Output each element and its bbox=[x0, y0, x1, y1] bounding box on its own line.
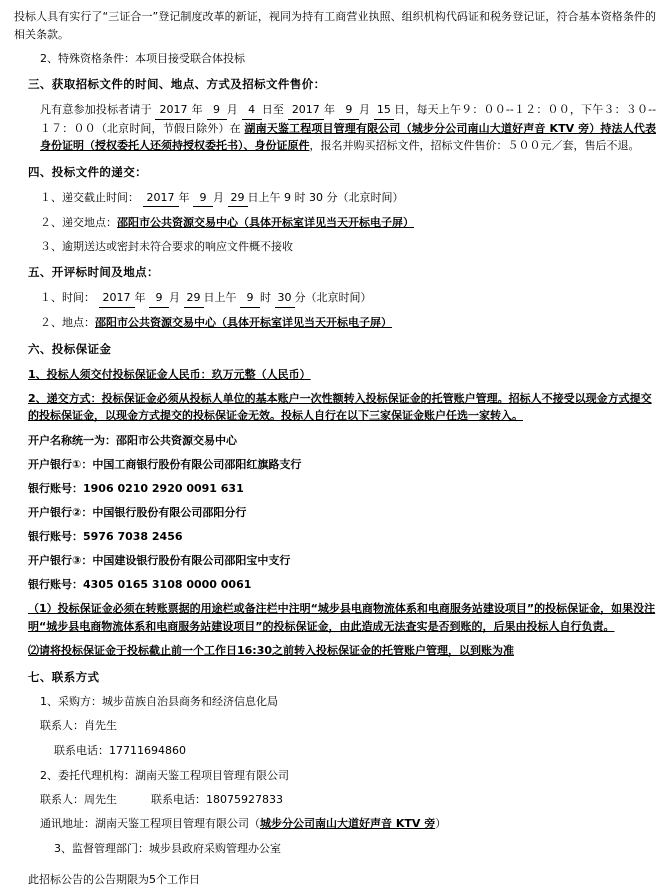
section-3-paragraph bbox=[14, 101, 656, 155]
bid-opening-time-line bbox=[14, 289, 656, 308]
deposit-method-line: 2、递交方式：投标保证金必须从投标人单位的基本账户一次性额转入投标保证金的托管账户管理。招标人不接受以现金方式提交的投标保证金，以现金方式提交的投标保证金无效。投标人自行在以下三家保证金账户任选一家转入。 bbox=[28, 391, 652, 423]
bank-2-line bbox=[14, 504, 656, 522]
start-day-unit: 日至 bbox=[261, 103, 285, 117]
submission-month-value: 9 bbox=[193, 189, 213, 208]
bank-1-account-value: 1906 0210 2920 0091 631 bbox=[83, 481, 244, 495]
section-5-heading: 五、开评标时间及地点： bbox=[28, 265, 159, 280]
opening-day-value: 29 bbox=[184, 289, 204, 308]
submission-location-label: ２、递交地点： bbox=[40, 215, 117, 229]
bank-2-account-line bbox=[14, 528, 656, 546]
submission-deadline-label: １、递交截止时间： bbox=[40, 190, 139, 204]
purchase-location-text: 湖南天鉴工程项目管理有限公司（城步分公司南山大道好声音 KTV 旁）持法人代表身份证明（授权委托人还须持授权委托书）、身份证原件 bbox=[40, 121, 656, 153]
intro-item-text: 特殊资格条件：本项目接受联合体投标 bbox=[58, 51, 245, 65]
opening-day-unit: 日上午 bbox=[203, 291, 237, 305]
purchaser-contact-line bbox=[14, 717, 656, 735]
opening-year-unit: 年 bbox=[134, 291, 146, 305]
bank-1-label: 开户银行①： bbox=[28, 457, 93, 471]
bank-3-account-line bbox=[14, 576, 656, 594]
submission-day-unit: 日上午 9 时 30 分（北京时间） bbox=[247, 190, 404, 204]
bid-opening-time-label: １、时间： bbox=[40, 291, 95, 305]
bank-1-account-label: 银行账号： bbox=[28, 481, 83, 495]
bank-2-label: 开户银行②： bbox=[28, 505, 93, 519]
announcement-period-note: 此招标公告的公告期限为5个工作日 bbox=[28, 873, 200, 887]
agency-phone-label: 联系电话： bbox=[151, 792, 206, 806]
opening-month-value: 9 bbox=[149, 289, 169, 308]
purchaser-contact-name: 肖先生 bbox=[84, 719, 117, 733]
supervisor-line bbox=[14, 840, 656, 858]
opening-year-value: 2017 bbox=[99, 289, 135, 308]
submission-year-unit: 年 bbox=[178, 190, 190, 204]
agency-line: 2、委托代理机构：湖南天鉴工程项目管理有限公司 bbox=[40, 768, 289, 782]
end-year-unit: 年 bbox=[323, 103, 336, 117]
end-year-value: 2017 bbox=[288, 101, 324, 120]
opening-month-unit: 月 bbox=[169, 291, 180, 305]
purchaser-line: 1、采购方：城步苗族自治县商务和经济信息化局 bbox=[40, 695, 278, 709]
supervisor-text: 监督管理部门：城步县政府采购管理办公室 bbox=[72, 841, 281, 855]
submission-location-value: 邵阳市公共资源交易中心（具体开标室详见当天开标电子屏） bbox=[117, 215, 414, 229]
agency-address-value: 城步分公司南山大道好声音 KTV 旁 bbox=[260, 817, 436, 831]
bank-1-line bbox=[14, 456, 656, 474]
purchaser-contact-label: 联系人： bbox=[40, 719, 84, 733]
submission-location-line bbox=[14, 214, 656, 232]
start-month-unit: 月 bbox=[226, 103, 238, 117]
start-year-unit: 年 bbox=[191, 103, 203, 117]
bank-3-account-label: 银行账号： bbox=[28, 578, 83, 592]
bid-opening-location-value: 邵阳市公共资源交易中心（具体开标室详见当天开标电子屏） bbox=[95, 316, 392, 330]
deposit-account-name-line: 开户名称统一为：邵阳市公共资源交易中心 bbox=[28, 433, 237, 447]
purchase-price-text: ，报名并购买招标文件，招标文件售价：５００元／套，售后不退。 bbox=[309, 139, 640, 153]
agency-address-end: ） bbox=[435, 817, 447, 831]
bank-3-account-value: 4305 0165 3108 0000 0061 bbox=[83, 578, 252, 592]
intro-item-number: 2、 bbox=[40, 51, 58, 65]
bid-opening-location-line bbox=[14, 314, 656, 332]
supervisor-number: 3、 bbox=[54, 841, 72, 855]
deposit-note-2: ⑵请将投标保证金于投标截止前一个工作日16:30之前转入投标保证金的托管账户管理，以到账为准 bbox=[28, 643, 515, 657]
submission-year-value: 2017 bbox=[143, 189, 179, 208]
end-month-value: 9 bbox=[339, 101, 359, 120]
end-day-value: 15 bbox=[374, 101, 394, 120]
agency-address-label: 通讯地址：湖南天鉴工程项目管理有限公司（ bbox=[40, 817, 260, 831]
bank-1-account-line bbox=[14, 480, 656, 498]
agency-contact-name: 周先生 bbox=[84, 792, 117, 806]
bank-2-account-value: 5976 7038 2456 bbox=[83, 529, 183, 543]
start-day-value: 4 bbox=[242, 101, 262, 120]
purchaser-phone-line bbox=[14, 742, 656, 760]
purchase-period-prefix: 凡有意参加投标者请于 bbox=[40, 103, 152, 117]
start-year-value: 2017 bbox=[155, 101, 191, 120]
purchaser-phone-label: 联系电话： bbox=[54, 744, 109, 757]
section-3-heading: 三、获取招标文件的时间、地点、方式及招标文件售价： bbox=[28, 77, 326, 92]
bank-2-value: 中国银行股份有限公司邵阳分行 bbox=[92, 505, 247, 519]
opening-minute-unit: 分（北京时间） bbox=[294, 291, 372, 305]
opening-hour-value: 9 bbox=[240, 289, 260, 308]
submission-day-value: 29 bbox=[228, 189, 248, 208]
bank-3-line bbox=[14, 552, 656, 570]
bank-1-value: 中国工商银行股份有限公司邵阳红旗路支行 bbox=[92, 457, 302, 471]
bank-3-value: 中国建设银行股份有限公司邵阳宝中支行 bbox=[92, 554, 291, 568]
intro-paragraph-1: 投标人具有实行了“三证合一”登记制度改革的新证，视同为持有工商营业执照、组织机构代码证和税务登记证，符合基本资格条件的相关条款。 bbox=[14, 10, 656, 41]
submission-deadline-line bbox=[14, 189, 656, 208]
bid-opening-location-label: ２、地点： bbox=[40, 316, 95, 330]
deposit-note-1: （1）投标保证金必须在转账票据的用途栏或备注栏中注明“城步县电商物流体系和电商服务站建设项目”的投标保证金，如果没注明“城步县电商物流体系和电商服务站建设项目”的投标保证金，由此造成无法查实是否到账的，后果由投标人自行负责。 bbox=[28, 602, 656, 633]
agency-address-line bbox=[14, 815, 656, 833]
bank-3-label: 开户银行③： bbox=[28, 554, 93, 568]
start-month-value: 9 bbox=[207, 101, 227, 120]
opening-minute-value: 30 bbox=[275, 289, 295, 308]
section-6-heading: 六、投标保证金 bbox=[28, 341, 112, 356]
agency-contact-line bbox=[14, 791, 656, 809]
end-month-unit: 月 bbox=[358, 103, 371, 117]
purchaser-phone-value: 17711694860 bbox=[109, 744, 186, 757]
submission-month-unit: 月 bbox=[213, 190, 224, 204]
submission-late-note: ３、逾期送达或密封未符合要求的响应文件概不接收 bbox=[40, 239, 293, 253]
intro-paragraph-2 bbox=[14, 50, 656, 68]
end-day-unit: 日，每天上午９：００--１２：００，下午３：３０--１７：００（北京时间，节假日除外）在 bbox=[40, 103, 657, 135]
bank-2-account-label: 银行账号： bbox=[28, 529, 83, 543]
agency-contact-label: 联系人： bbox=[40, 792, 84, 806]
section-4-heading: 四、投标文件的递交： bbox=[28, 164, 147, 179]
opening-hour-unit: 时 bbox=[260, 291, 271, 305]
section-7-heading: 七、联系方式 bbox=[28, 669, 100, 684]
deposit-amount-line: 1、投标人须交付投标保证金人民币：玖万元整（人民币） bbox=[28, 367, 311, 381]
agency-phone-value: 18075927833 bbox=[206, 792, 283, 806]
